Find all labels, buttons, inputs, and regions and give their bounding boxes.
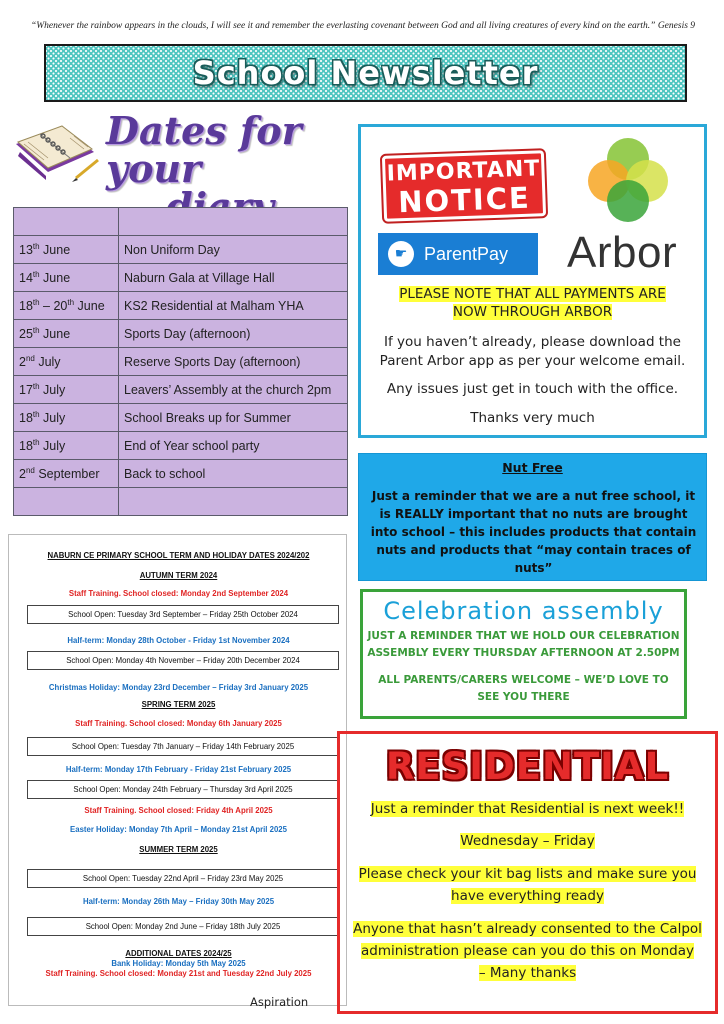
spring-open-1: School Open: Tuesday 7th January – Friday 14th February 2025 (27, 737, 339, 756)
spring-open-2: School Open: Monday 24th February – Thursday 3rd April 2025 (27, 780, 339, 799)
diary-event: Leavers’ Assembly at the church 2pm (119, 376, 348, 404)
additional-dates-heading: ADDITIONAL DATES 2024/25 (125, 949, 232, 958)
diary-date: 18th July (14, 404, 119, 432)
summer-staff-training: Staff Training. School closed: Monday 21st and Tuesday 22nd July 2025 (45, 969, 312, 978)
important-notice-box (358, 124, 707, 438)
diary-book-icon (10, 116, 102, 194)
residential-line4a: Anyone that hasn’t already consented to the Calpol (353, 921, 702, 937)
diary-event: End of Year school party (119, 432, 348, 460)
bank-holiday: Bank Holiday: Monday 5th May 2025 (111, 959, 246, 968)
footer-aspiration: Aspiration (250, 995, 309, 1009)
nut-free-box (358, 453, 707, 581)
diary-event: Reserve Sports Day (afternoon) (119, 348, 348, 376)
badge-line1: IMPORTANT (386, 156, 541, 187)
notice-text-4: Thanks very much (470, 410, 595, 426)
diary-row (14, 404, 348, 432)
autumn-term-heading: AUTUMN TERM 2024 (139, 571, 218, 580)
notice-text-2: Parent Arbor app as per your welcome email. (379, 353, 686, 369)
nut-free-heading: Nut Free (502, 460, 563, 475)
diary-event: School Breaks up for Summer (119, 404, 348, 432)
diary-date: 18th July (14, 432, 119, 460)
term-dates-sheet (8, 534, 347, 1006)
diary-date: 14th June (14, 264, 119, 292)
genesis-quote: “Whenever the rainbow appears in the clouds, I will see it and remember the everlasting covenant between God and all living creatures of every kind on the earth.” Genesis 9 (30, 21, 696, 31)
diary-title-line1: Dates for your (106, 108, 302, 191)
diary-date: 17th July (14, 376, 119, 404)
residential-heading: RESIDENTIAL (385, 745, 670, 788)
christmas-holiday: Christmas Holiday: Monday 23rd December – Friday 3rd January 2025 (48, 683, 309, 692)
autumn-half-term: Half-term: Monday 28th October - Friday 1st November 2024 (67, 636, 290, 645)
autumn-open-1: School Open: Tuesday 3rd September – Friday 25th October 2024 (27, 605, 339, 624)
diary-header-row (14, 208, 348, 236)
diary-date: 2nd September (14, 460, 119, 488)
celebration-line2: ASSEMBLY EVERY THURSDAY AFTERNOON AT 2.50PM (367, 647, 680, 659)
diary-date: 18th – 20th June (14, 292, 119, 320)
nut-free-text: Just a reminder that we are a nut free school, it is REALLY important that no nuts are brought into school – this includes products that contain nuts and products that “may contain traces of nuts” (370, 489, 697, 575)
residential-line4c: – Many thanks (478, 965, 577, 981)
spring-staff-training: Staff Training. School closed: Monday 6th January 2025 (75, 719, 282, 728)
diary-event: Back to school (119, 460, 348, 488)
residential-line2: Wednesday – Friday (460, 833, 595, 849)
payments-highlight-1: PLEASE NOTE THAT ALL PAYMENTS ARE (399, 286, 666, 302)
diary-event: Naburn Gala at Village Hall (119, 264, 348, 292)
diary-row (14, 376, 348, 404)
residential-line1: Just a reminder that Residential is next week!! (370, 801, 685, 817)
parentpay-hand-icon: ☛ (388, 241, 414, 267)
important-notice-badge (382, 150, 546, 222)
diary-date: 13th June (14, 236, 119, 264)
celebration-line3: ALL PARENTS/CARERS WELCOME – WE’D LOVE TO (378, 674, 669, 686)
banner-title: School Newsletter (192, 54, 539, 92)
badge-line2: NOTICE (397, 180, 532, 220)
celebration-line4: SEE YOU THERE (477, 691, 570, 703)
residential-box (337, 731, 718, 1014)
summer-open-1: School Open: Tuesday 22nd April – Friday 23rd May 2025 (27, 869, 339, 888)
arbor-logo-icon (583, 135, 673, 225)
notice-text-1: If you haven’t already, please download the (384, 334, 681, 350)
notice-text-3: Any issues just get in touch with the office. (386, 381, 679, 397)
spring-staff-training-2: Staff Training. School closed: Friday 4th April 2025 (84, 806, 273, 815)
parentpay-label: ParentPay (424, 243, 509, 264)
easter-holiday: Easter Holiday: Monday 7th April – Monday 21st April 2025 (70, 825, 287, 834)
diary-header (10, 108, 345, 202)
arbor-wordmark: Arbor (567, 228, 678, 277)
residential-line4b: administration please can you do this on Monday (361, 943, 694, 959)
diary-row (14, 264, 348, 292)
summer-open-2: School Open: Monday 2nd June – Friday 18th July 2025 (27, 917, 339, 936)
diary-date: 2nd July (14, 348, 119, 376)
diary-row (14, 348, 348, 376)
diary-event: Sports Day (afternoon) (119, 320, 348, 348)
diary-table (13, 207, 348, 516)
residential-line3b: have everything ready (451, 888, 604, 904)
diary-row (14, 320, 348, 348)
diary-date: 25th June (14, 320, 119, 348)
summer-half-term: Half-term: Monday 26th May – Friday 30th May 2025 (82, 897, 275, 906)
diary-event: KS2 Residential at Malham YHA (119, 292, 348, 320)
parentpay-logo (378, 233, 538, 275)
diary-empty-row (14, 488, 348, 516)
term-heading: NABURN CE PRIMARY SCHOOL TERM AND HOLIDAY DATES 2024/202 (47, 551, 310, 560)
newsletter-banner (44, 44, 687, 102)
summer-term-heading: SUMMER TERM 2025 (139, 845, 218, 854)
payments-highlight-2: NOW THROUGH ARBOR (452, 304, 613, 320)
spring-term-heading: SPRING TERM 2025 (141, 700, 216, 709)
diary-row (14, 460, 348, 488)
autumn-open-2: School Open: Monday 4th November – Friday 20th December 2024 (27, 651, 339, 670)
spring-half-term: Half-term: Monday 17th February - Friday 21st February 2025 (65, 765, 292, 774)
celebration-assembly-box (360, 589, 687, 719)
diary-row (14, 432, 348, 460)
residential-line3a: Please check your kit bag lists and make sure you (358, 866, 697, 882)
diary-event: Non Uniform Day (119, 236, 348, 264)
autumn-staff-training: Staff Training. School closed: Monday 2nd September 2024 (68, 589, 289, 598)
diary-row (14, 236, 348, 264)
celebration-heading: Celebration assembly (383, 597, 664, 625)
celebration-line1: JUST A REMINDER THAT WE HOLD OUR CELEBRATION (367, 630, 680, 642)
diary-row (14, 292, 348, 320)
